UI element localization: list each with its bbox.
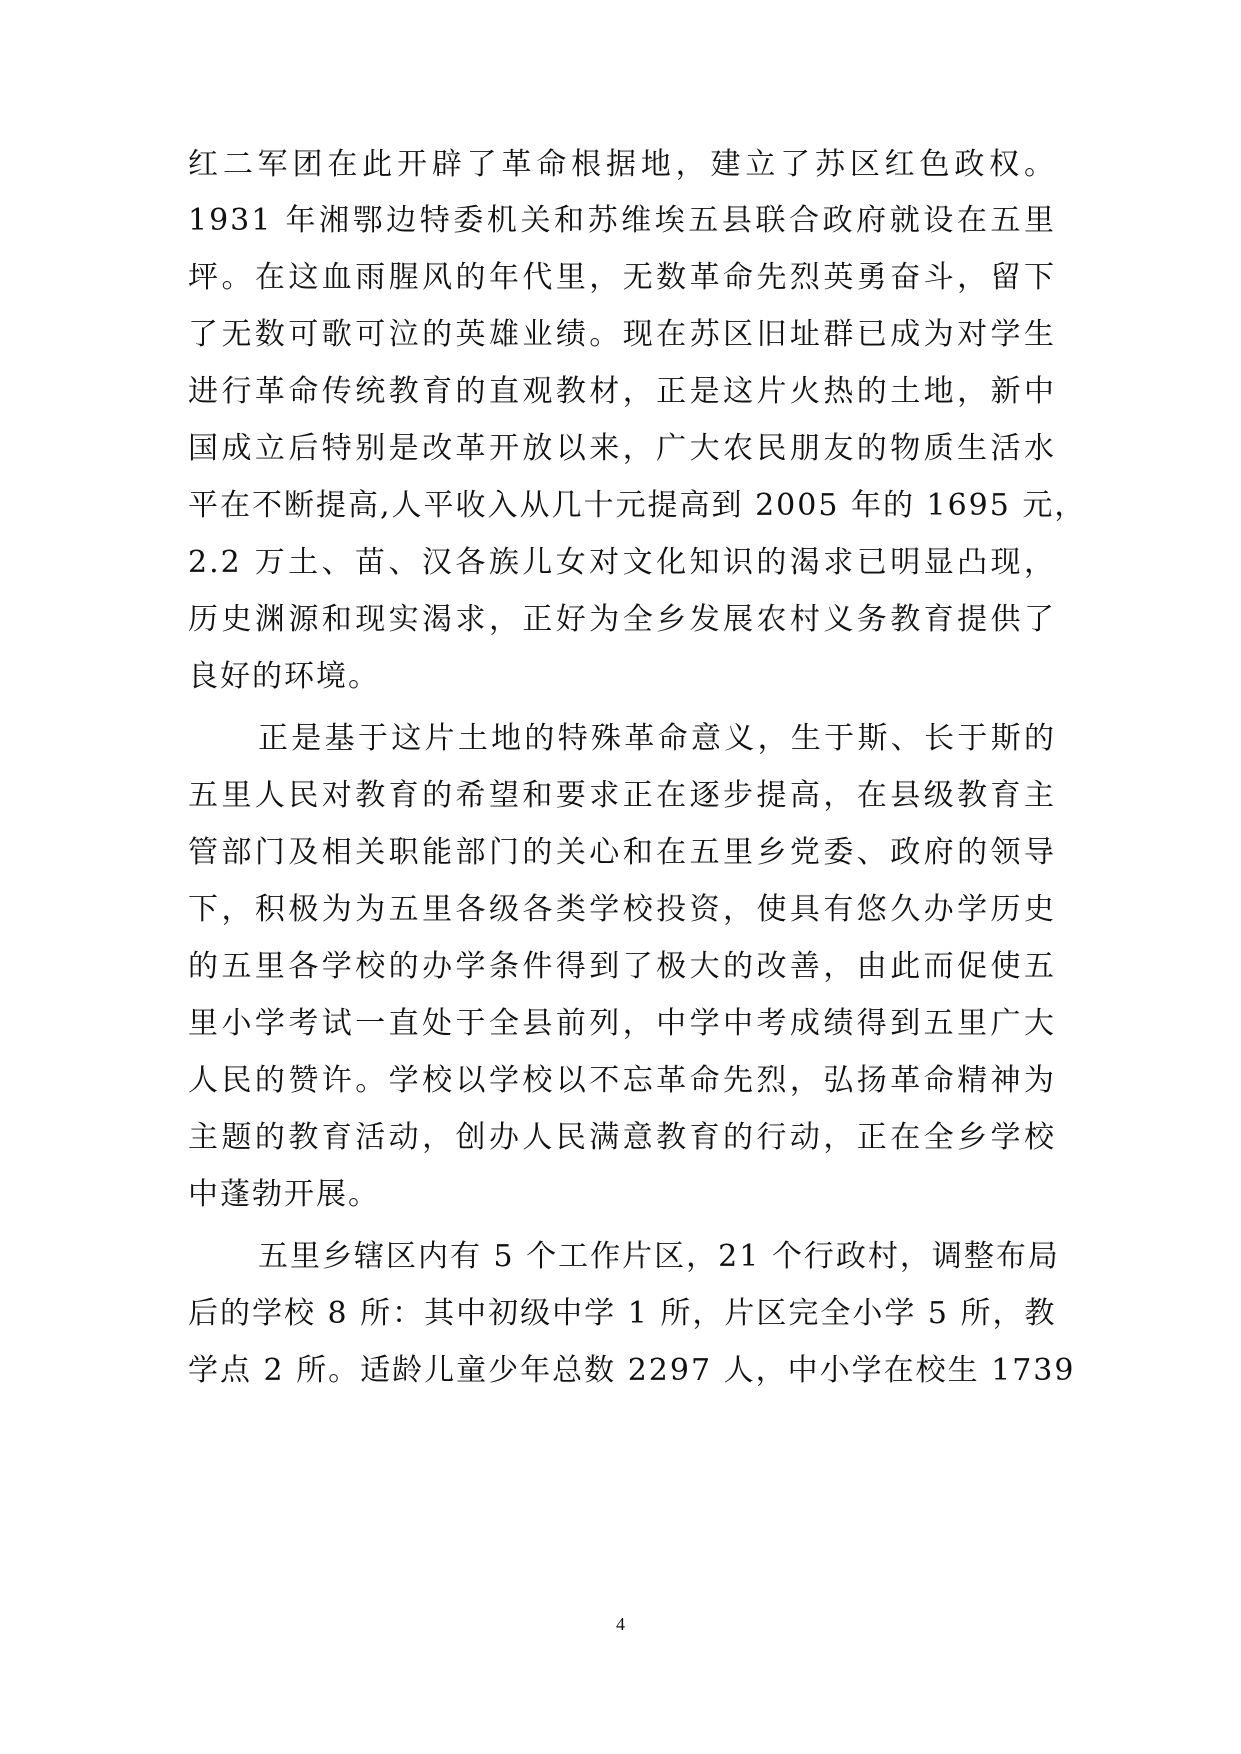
text-line: 后的学校 8 所：其中初级中学 1 所，片区完全小学 5 所，教 [188, 1296, 1057, 1331]
text-line: 的五里各学校的办学条件得到了极大的改善，由此而促使五 [188, 949, 1056, 984]
text-line: 里小学考试一直处于全县前列，中学中考成绩得到五里广大 [188, 1006, 1056, 1041]
text-line: 国成立后特别是改革开放以来，广大农民朋友的物质生活水 [188, 431, 1056, 466]
text-line: 红二军团在此开辟了革命根据地，建立了苏区红色政权。 [188, 147, 1056, 182]
paragraph-first-line: 正是基于这片土地的特殊革命意义，生于斯、长于斯的 [258, 721, 1056, 756]
text-line: 中蓬勃开展。 [188, 1177, 380, 1212]
text-line: 了无数可歌可泣的英雄业绩。现在苏区旧址群已成为对学生 [188, 317, 1056, 352]
text-line: 五里人民对教育的希望和要求正在逐步提高，在县级教育主 [188, 778, 1056, 813]
text-line: 2.2 万土、苗、汉各族儿女对文化知识的渴求已明显凸现， [188, 545, 1056, 580]
text-line: 学点 2 所。适龄儿童少年总数 2297 人，中小学在校生 1739 [188, 1353, 1076, 1388]
text-line: 平在不断提高,人平收入从几十元提高到 2005 年的 1695 元， [188, 488, 1087, 523]
text-line: 良好的环境。 [188, 659, 380, 694]
text-line: 主题的教育活动，创办人民满意教育的行动，正在全乡学校 [188, 1120, 1056, 1155]
text-line: 人民的赞许。学校以学校以不忘革命先烈，弘扬革命精神为 [188, 1063, 1056, 1098]
text-line: 1931 年湘鄂边特委机关和苏维埃五县联合政府就设在五里 [188, 203, 1056, 238]
text-line: 进行革命传统教育的直观教材，正是这片火热的土地，新中 [188, 374, 1056, 409]
page-number: 4 [616, 1614, 625, 1634]
text-line: 下，积极为为五里各级各类学校投资，使具有悠久办学历史 [188, 892, 1056, 927]
paragraph-first-line: 五里乡辖区内有 5 个工作片区，21 个行政村，调整布局 [258, 1239, 1060, 1274]
text-line: 坪。在这血雨腥风的年代里，无数革命先烈英勇奋斗，留下 [188, 260, 1056, 295]
text-line: 历史渊源和现实渴求，正好为全乡发展农村义务教育提供了 [188, 602, 1056, 637]
text-line: 管部门及相关职能部门的关心和在五里乡党委、政府的领导 [188, 835, 1056, 870]
